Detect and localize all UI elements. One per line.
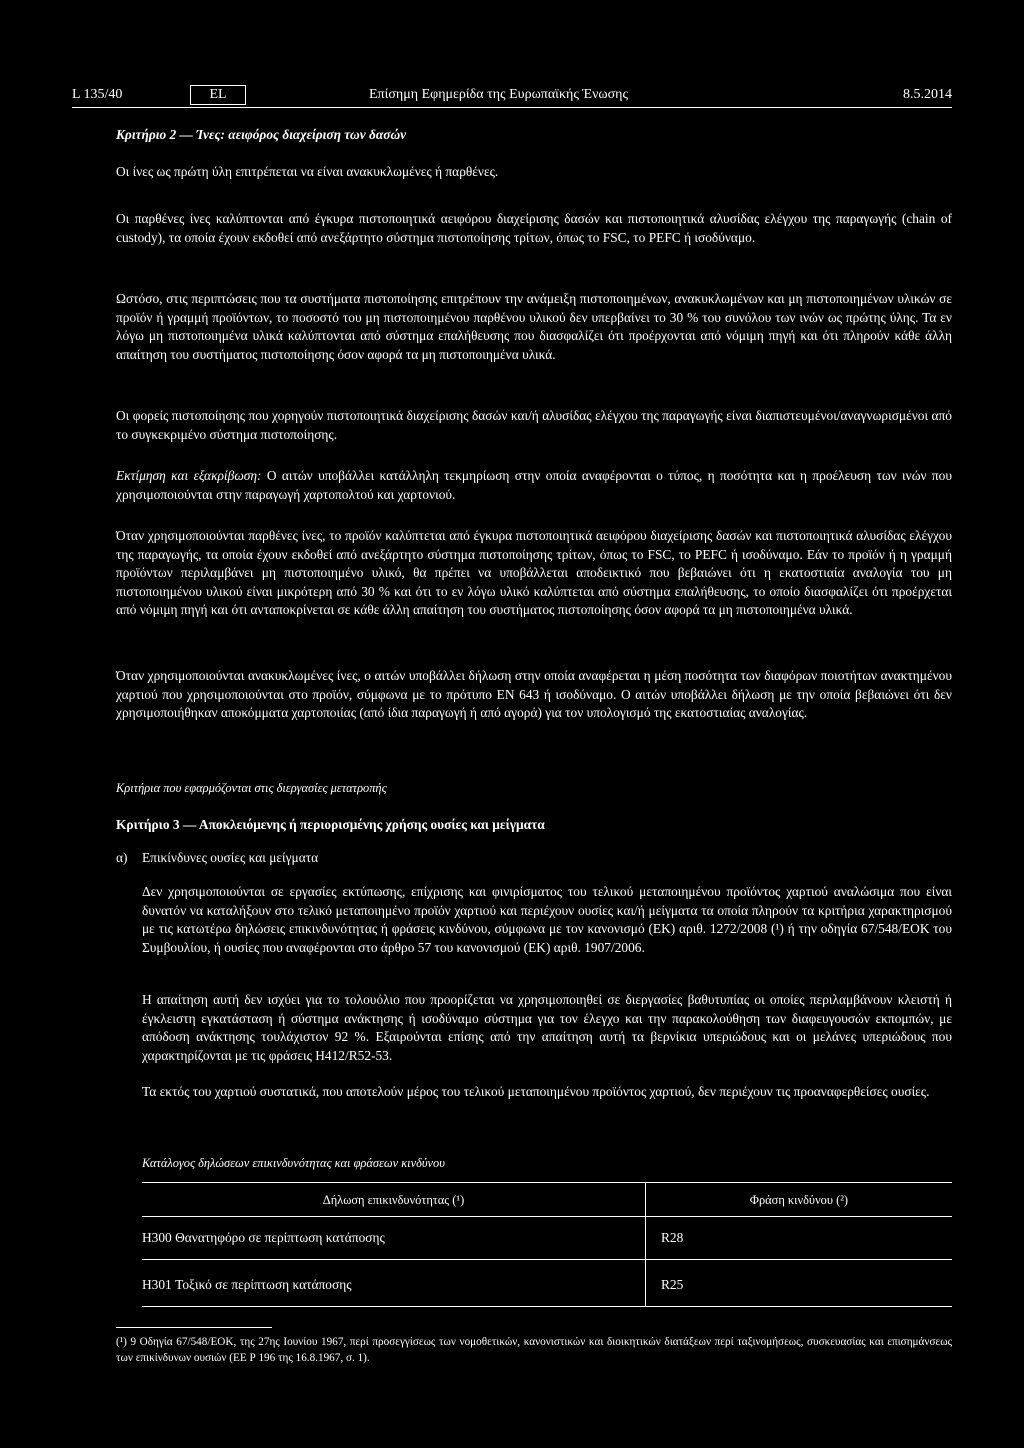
table-row-rule-1 xyxy=(142,1259,952,1260)
criterion3-p2: Η απαίτηση αυτή δεν ισχύει για το τολουόλιο που προορίζεται να χρησιμοποιηθεί σε διεργασίες βαθυτυπίας οι οποίες περιλαμβάνουν κλειστή ή έγκλειστη εγκατάσταση ή σύστημα ανάκτησης ή ισοδύναμο σύστημα για τον έλεγχο και την παρακολούθηση των διαφευγουσών εκπομπών, με απόδοση ανάκτησης τουλάχιστον 92 %. Εξαιρούνται επίσης από την απαίτηση αυτή τα βερνίκια υπεριώδους και οι μελάνες υπεριώδους που χαρακτηρίζονται με τις φράσεις H412/R52-53. xyxy=(142,992,952,1063)
criterion3-p3: Τα εκτός του χαρτιού συστατικά, που αποτελούν μέρος του τελικού μεταποιημένου προϊόντος χαρτιού, δεν περιέχουν τις προαναφερθείσες ουσίες. xyxy=(142,1084,930,1099)
table-bottom-rule xyxy=(142,1306,952,1307)
criterion2-p2: Οι παρθένες ίνες καλύπτονται από έγκυρα πιστοποιητικά αειφόρου διαχείρισης δασών και πιστοποιητικά αλυσίδας ελέγχου της παραγωγής (chain of custody), τα οποία έχουν εκδοθεί από ανεξάρτητο σύστημα πιστοποίησης τρίτων, όπως το FSC, το PEFC ή ισοδύναμο. xyxy=(116,211,952,245)
table-cell-risk: R28 xyxy=(661,1230,684,1245)
table-cell-hazard: H301 Τοξικό σε περίπτωση κατάποσης xyxy=(142,1277,352,1292)
table-cell-risk: R25 xyxy=(661,1277,684,1292)
journal-title: Επίσημη Εφημερίδα της Ευρωπαϊκής Ένωσης xyxy=(369,87,629,102)
criterion3-p1: Δεν χρησιμοποιούνται σε εργασίες εκτύπωσης, επίχρισης και φινιρίσματος του τελικού μεταποιημένου προϊόντος χαρτιού αναλώσιμα που είναι δυνατόν να καταλήξουν στο τελικό μεταποιημένο προϊόν χαρτιού και περιέχουν ουσίες και/ή μείγματα τα οποία πληρούν τα κριτήρια χαρακτηρισμού με τις κατωτέρω δηλώσεις επικινδυνότητας ή φράσεις κινδύνου, σύμφωνα με τον κανονισμό (ΕΚ) αριθ. 1272/2008 (¹) ή την οδηγία 67/548/ΕΟΚ του Συμβουλίου, ή ουσίες που αναφέρονται στο άρθρο 57 του κανονισμού (ΕΚ) αριθ. 1907/2006. xyxy=(142,884,952,955)
footnote-text: 9 Οδηγία 67/548/ΕΟΚ, της 27ης Ιουνίου 1967, περί προσεγγίσεως των νομοθετικών, κανονιστικών και διοικητικών διατάξεων περί ταξινομήσεως, συσκευασίας και επισημάνσεως των επικίνδυνων ουσιών (ΕΕ Ρ 196 της 16.8.1967, σ. 1). xyxy=(116,1336,952,1364)
section-heading: Κριτήρια που εφαρμόζονται στις διεργασίες μετατροπής xyxy=(116,781,387,795)
assessment-text: Ο αιτών υποβάλλει κατάλληλη τεκμηρίωση στην οποία αναφέρονται ο τύπος, η ποσότητα και η προέλευση των ινών που χρησιμοποιούνται στην παραγωγή χαρτοπολτού και χαρτονιού. xyxy=(116,468,953,502)
table-top-rule xyxy=(142,1182,952,1183)
criterion3-title: Κριτήριο 3 — Αποκλειόμενης ή περιορισμένης χρήσης ουσίες και μείγματα xyxy=(116,817,545,832)
header-rule xyxy=(72,107,952,108)
criterion2-p3: Ωστόσο, στις περιπτώσεις που τα συστήματα πιστοποίησης επιτρέπουν την ανάμειξη πιστοποιημένων, ανακυκλωμένων και μη πιστοποιημένων υλικών σε προϊόν ή γραμμή προϊόντων, το ποσοστό του μη πιστοποιημένου παρθένου υλικού δεν υπερβαίνει το 30 % του συνόλου των ινών ως πρώτης ύλης. Τα εν λόγω μη πιστοποιημένα υλικά καλύπτονται από σύστημα επαλήθευσης που διασφαλίζει ότι προέρχονται από νόμιμη πηγή και ότι πληρούν κάθε άλλη απαίτηση του συστήματος πιστοποίησης όσον αφορά τα μη πιστοποιημένα υλικά. xyxy=(116,291,952,362)
page-header xyxy=(72,86,952,108)
criterion2-p1: Οι ίνες ως πρώτη ύλη επιτρέπεται να είναι ανακυκλωμένες ή παρθένες. xyxy=(116,164,499,179)
assessment-label: Εκτίμηση και εξακρίβωση: xyxy=(116,468,262,483)
table-caption: Κατάλογος δηλώσεων επικινδυνότητας και φράσεων κινδύνου xyxy=(142,1156,445,1170)
footnote-rule xyxy=(116,1327,272,1328)
language-box: EL xyxy=(190,85,246,105)
criterion2-p4: Οι φορείς πιστοποίησης που χορηγούν πιστοποιητικά διαχείρισης δασών και/ή αλυσίδας ελέγχου της παραγωγής είναι διαπιστευμένοι/αναγνωρισμένοι από το συγκεκριμένο σύστημα πιστοποίησης. xyxy=(116,408,952,442)
page-reference: L 135/40 xyxy=(72,87,123,102)
item-a-heading xyxy=(116,849,952,868)
item-a-marker: α) xyxy=(116,850,128,865)
table-cell-hazard: H300 Θανατηφόρο σε περίπτωση κατάποσης xyxy=(142,1230,385,1245)
table-header-hazard: Δήλωση επικινδυνότητας (¹) xyxy=(322,1193,465,1207)
criterion2-title: Κριτήριο 2 — Ίνες: αειφόρος διαχείριση των δασών xyxy=(116,127,407,142)
criterion2-p6: Όταν χρησιμοποιούνται παρθένες ίνες, το προϊόν καλύπτεται από έγκυρα πιστοποιητικά αειφόρου διαχείρισης δασών και πιστοποιητικά αλυσίδας ελέγχου της παραγωγής, τα οποία έχουν εκδοθεί από ανεξάρτητο σύστημα πιστοποίησης τρίτων, όπως το FSC, το PEFC ή ισοδύναμο. Εάν το προϊόν ή η γραμμή προϊόντων περιλαμβάνει μη πιστοποιημένο υλικό, θα πρέπει να υποβάλλεται αποδεικτικό που βεβαιώνει ότι η εκατοστιαία αναλογία του μη πιστοποιημένου υλικού είναι μικρότερη από 30 % και ότι το εν λόγω υλικό καλύπτεται από σύστημα επαλήθευσης, το οποίο διασφαλίζει ότι προέρχεται από νόμιμη πηγή και ότι ανταποκρίνεται σε κάθε άλλη απαίτηση του συστήματος πιστοποίησης όσον αφορά τα μη πιστοποιημένα υλικά. xyxy=(116,528,952,618)
item-a-title: Επικίνδυνες ουσίες και μείγματα xyxy=(142,850,319,865)
criterion2-p7: Όταν χρησιμοποιούνται ανακυκλωμένες ίνες, ο αιτών υποβάλλει δήλωση στην οποία αναφέρεται η μέση ποσότητα των διαφόρων ποιοτήτων ανακτημένου χαρτιού που χρησιμοποιούνται στο προϊόν, σύμφωνα με το πρότυπο EN 643 ή ισοδύναμο. Ο αιτών υποβάλλει δήλωση με την οποία βεβαιώνει ότι δεν χρησιμοποιήθηκαν αποκόμματα χαρτοποιίας (από ίδια παραγωγή ή από αγορά) για τον υπολογισμό της εκατοστιαίας αναλογίας. xyxy=(116,668,952,721)
table-header-rule xyxy=(142,1216,952,1217)
table-header-risk: Φράση κινδύνου (²) xyxy=(749,1193,849,1207)
footnote xyxy=(116,1334,952,1366)
footnote-marker: (¹) xyxy=(116,1336,127,1348)
criterion2-p5 xyxy=(116,467,952,504)
publication-date: 8.5.2014 xyxy=(903,87,952,102)
